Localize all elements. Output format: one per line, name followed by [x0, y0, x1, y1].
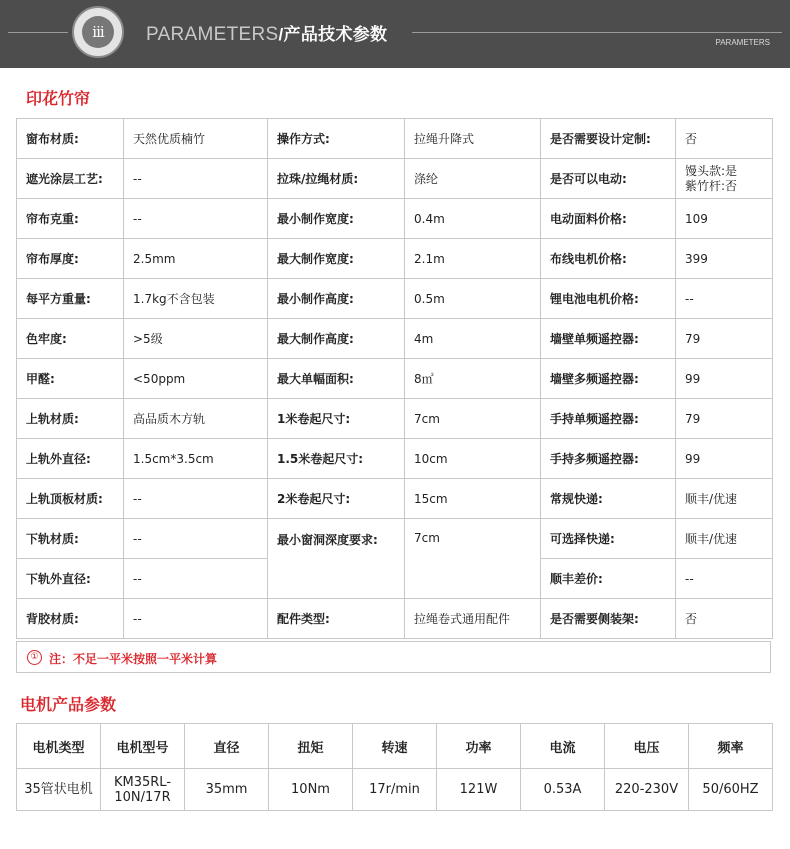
param-value: -- — [124, 479, 268, 519]
param-label: 最小窗洞深度要求: — [268, 519, 405, 599]
param-label: 是否需要设计定制: — [541, 119, 676, 159]
param-label: 最小制作宽度: — [268, 199, 405, 239]
table-row — [17, 239, 773, 279]
param-label: 是否需要侧装架: — [541, 599, 676, 639]
motor-value: 220-230V — [605, 769, 689, 811]
param-label: 上轨材质: — [17, 399, 124, 439]
param-value: 涤纶 — [405, 159, 541, 199]
motor-value-row — [17, 769, 773, 811]
table-row — [17, 119, 773, 159]
param-value: 否 — [676, 119, 773, 159]
header-divider-left — [8, 32, 68, 33]
param-value: 0.5m — [405, 279, 541, 319]
param-label: 常规快递: — [541, 479, 676, 519]
header-title-en: PARAMETERS — [146, 24, 279, 45]
table-row — [17, 399, 773, 439]
column-header: 直径 — [185, 724, 269, 769]
header-divider-right — [412, 32, 782, 33]
param-label: 手持多频遥控器: — [541, 439, 676, 479]
column-header: 功率 — [437, 724, 521, 769]
table-row — [17, 319, 773, 359]
table-row — [17, 519, 773, 559]
param-value: 399 — [676, 239, 773, 279]
param-value: 79 — [676, 399, 773, 439]
header-title — [146, 20, 387, 46]
param-label: 1.5米卷起尺寸: — [268, 439, 405, 479]
param-label: 顺丰差价: — [541, 559, 676, 599]
param-value: 1.5cm*3.5cm — [124, 439, 268, 479]
motor-value: 35管状电机 — [17, 769, 101, 811]
column-header: 频率 — [689, 724, 773, 769]
column-header: 电机型号 — [101, 724, 185, 769]
motor-value: 50/60HZ — [689, 769, 773, 811]
param-label: 锂电池电机价格: — [541, 279, 676, 319]
logo-icon: iii — [82, 16, 114, 48]
table-row — [17, 279, 773, 319]
motor-value: 35mm — [185, 769, 269, 811]
param-value: -- — [124, 519, 268, 559]
param-value: -- — [676, 559, 773, 599]
param-label: 操作方式: — [268, 119, 405, 159]
param-label: 最大制作高度: — [268, 319, 405, 359]
info-icon: ① — [27, 650, 42, 665]
table-row — [17, 199, 773, 239]
param-label: 窗布材质: — [17, 119, 124, 159]
param-value: 2.1m — [405, 239, 541, 279]
param-label: 下轨材质: — [17, 519, 124, 559]
table-row — [17, 479, 773, 519]
param-label: 最大单幅面积: — [268, 359, 405, 399]
param-value: 顺丰/优速 — [676, 519, 773, 559]
param-label: 下轨外直径: — [17, 559, 124, 599]
param-value: -- — [124, 559, 268, 599]
section-title-motor: 电机产品参数 — [20, 695, 117, 714]
param-value: 79 — [676, 319, 773, 359]
param-value: 拉绳卷式通用配件 — [405, 599, 541, 639]
param-label: 1米卷起尺寸: — [268, 399, 405, 439]
header-subtitle: PARAMETERS — [715, 38, 770, 47]
param-label: 手持单频遥控器: — [541, 399, 676, 439]
column-header: 电压 — [605, 724, 689, 769]
param-value: >5级 — [124, 319, 268, 359]
note-text: 注：不足一平米按照一平米计算 — [49, 652, 218, 666]
param-label: 墙壁多频遥控器: — [541, 359, 676, 399]
table-row — [17, 359, 773, 399]
param-label: 墙壁单频遥控器: — [541, 319, 676, 359]
param-value: -- — [124, 159, 268, 199]
param-label: 背胶材质: — [17, 599, 124, 639]
param-value: 1.7kg不含包装 — [124, 279, 268, 319]
param-value: 99 — [676, 439, 773, 479]
param-value: 馒头款:是 紫竹杆:否 — [676, 159, 773, 199]
param-label: 色牢度: — [17, 319, 124, 359]
param-label: 拉珠/拉绳材质: — [268, 159, 405, 199]
motor-value: 121W — [437, 769, 521, 811]
motor-value: 17r/min — [353, 769, 437, 811]
param-value: 天然优质楠竹 — [124, 119, 268, 159]
table-row — [17, 599, 773, 639]
param-value: 顺丰/优速 — [676, 479, 773, 519]
param-label: 2米卷起尺寸: — [268, 479, 405, 519]
param-value: 7cm — [405, 399, 541, 439]
motor-value: 10Nm — [269, 769, 353, 811]
param-value: 2.5mm — [124, 239, 268, 279]
param-value: 7cm — [405, 519, 541, 599]
column-header: 转速 — [353, 724, 437, 769]
param-value: 高品质木方轨 — [124, 399, 268, 439]
parameters-table — [16, 118, 773, 639]
param-value: 否 — [676, 599, 773, 639]
param-value: 0.4m — [405, 199, 541, 239]
column-header: 电流 — [521, 724, 605, 769]
param-label: 遮光涂层工艺: — [17, 159, 124, 199]
table-row — [17, 159, 773, 199]
param-value: -- — [676, 279, 773, 319]
param-value: 15cm — [405, 479, 541, 519]
param-label: 配件类型: — [268, 599, 405, 639]
section-title-product: 印花竹帘 — [26, 89, 91, 108]
param-label: 最小制作高度: — [268, 279, 405, 319]
param-value: 拉绳升降式 — [405, 119, 541, 159]
param-label: 甲醛: — [17, 359, 124, 399]
param-label: 电动面料价格: — [541, 199, 676, 239]
column-header: 电机类型 — [17, 724, 101, 769]
logo-badge — [72, 6, 124, 58]
header-banner — [0, 0, 790, 68]
param-value: -- — [124, 599, 268, 639]
param-value: 4m — [405, 319, 541, 359]
param-value: <50ppm — [124, 359, 268, 399]
header-title-cn: /产品技术参数 — [278, 25, 388, 44]
param-value: 10cm — [405, 439, 541, 479]
param-label: 帘布厚度: — [17, 239, 124, 279]
param-value: -- — [124, 199, 268, 239]
param-label: 最大制作宽度: — [268, 239, 405, 279]
motor-value: 0.53A — [521, 769, 605, 811]
column-header: 扭矩 — [269, 724, 353, 769]
note-box — [16, 641, 771, 673]
param-label: 每平方重量: — [17, 279, 124, 319]
param-label: 可选择快递: — [541, 519, 676, 559]
param-value: 99 — [676, 359, 773, 399]
param-label: 帘布克重: — [17, 199, 124, 239]
param-label: 上轨外直径: — [17, 439, 124, 479]
param-label: 布线电机价格: — [541, 239, 676, 279]
table-row — [17, 439, 773, 479]
motor-table — [16, 723, 773, 811]
param-label: 上轨顶板材质: — [17, 479, 124, 519]
param-label: 是否可以电动: — [541, 159, 676, 199]
param-value: 109 — [676, 199, 773, 239]
motor-header-row — [17, 724, 773, 769]
param-value: 8㎡ — [405, 359, 541, 399]
motor-value: KM35RL-10N/17R — [101, 769, 185, 811]
